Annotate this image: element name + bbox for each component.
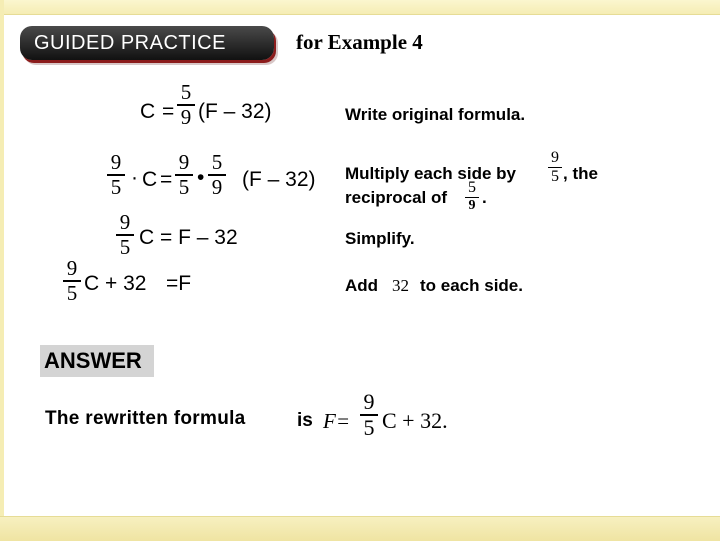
paren-expression: (F – 32) <box>198 100 272 123</box>
step-3-description: Simplify. <box>345 229 415 248</box>
numerator: 5 <box>211 150 223 174</box>
denominator: 5 <box>119 235 131 259</box>
numerator: 9 <box>110 150 122 174</box>
guided-practice-banner <box>20 26 274 60</box>
denominator: 9 <box>211 175 223 199</box>
description-line-2: reciprocal of <box>345 188 448 207</box>
fraction-9-5 <box>175 152 193 198</box>
dot-operator: • <box>197 166 205 189</box>
fraction-5-9 <box>208 152 226 198</box>
numerator: 9 <box>551 149 559 166</box>
denominator: 9 <box>468 198 476 213</box>
top-border <box>0 0 720 15</box>
equals-sign: = <box>162 100 175 123</box>
answer-label-box <box>40 345 154 377</box>
description-period: . <box>482 188 487 207</box>
equals-sign: = <box>160 168 173 191</box>
bottom-border <box>0 516 720 541</box>
numerator: 9 <box>119 210 131 234</box>
numerator: 9 <box>66 256 78 280</box>
denominator: 5 <box>363 415 375 440</box>
fraction-5-9 <box>465 180 479 213</box>
numerator: 5 <box>180 80 192 104</box>
description-line-1: Multiply each side by <box>345 164 516 183</box>
description-post: to each side. <box>420 276 523 295</box>
guided-practice-label: GUIDED PRACTICE <box>34 32 226 54</box>
numerator: 9 <box>178 150 190 174</box>
left-border <box>0 0 4 540</box>
description-pre: Add <box>345 276 379 295</box>
denominator: 5 <box>178 175 190 199</box>
answer-text-pre: The rewritten formula <box>45 408 246 429</box>
variable-c: C <box>140 100 156 123</box>
fraction-9-5 <box>116 212 134 258</box>
step-1-description: Write original formula. <box>345 105 526 124</box>
numerator: 5 <box>468 179 476 196</box>
denominator: 5 <box>551 168 559 185</box>
description-number: 32 <box>392 276 409 295</box>
variable-c: C <box>142 168 158 191</box>
expression-c-plus-32: C + 32 <box>84 272 147 295</box>
fraction-9-5 <box>107 152 125 198</box>
denominator: 5 <box>66 281 78 305</box>
fraction-9-5 <box>63 258 81 304</box>
equals-f: =F <box>166 272 192 295</box>
equation-rhs: C = F – 32 <box>139 226 238 249</box>
paren-expression: (F – 32) <box>242 168 316 191</box>
numerator: 9 <box>363 389 375 414</box>
description-suffix: , the <box>563 164 598 183</box>
denominator: 5 <box>110 175 122 199</box>
fraction-5-9 <box>177 82 195 128</box>
answer-text-post: C + 32. <box>382 408 448 433</box>
denominator: 9 <box>180 105 192 129</box>
answer-text-f-equals: F= <box>323 409 350 433</box>
example-reference: for Example 4 <box>296 30 423 54</box>
fraction-9-5 <box>548 150 562 185</box>
answer-label: ANSWER <box>44 348 142 373</box>
answer-text-is: is <box>297 410 313 431</box>
fraction-9-5 <box>360 391 378 439</box>
dot-operator: · <box>131 166 138 189</box>
